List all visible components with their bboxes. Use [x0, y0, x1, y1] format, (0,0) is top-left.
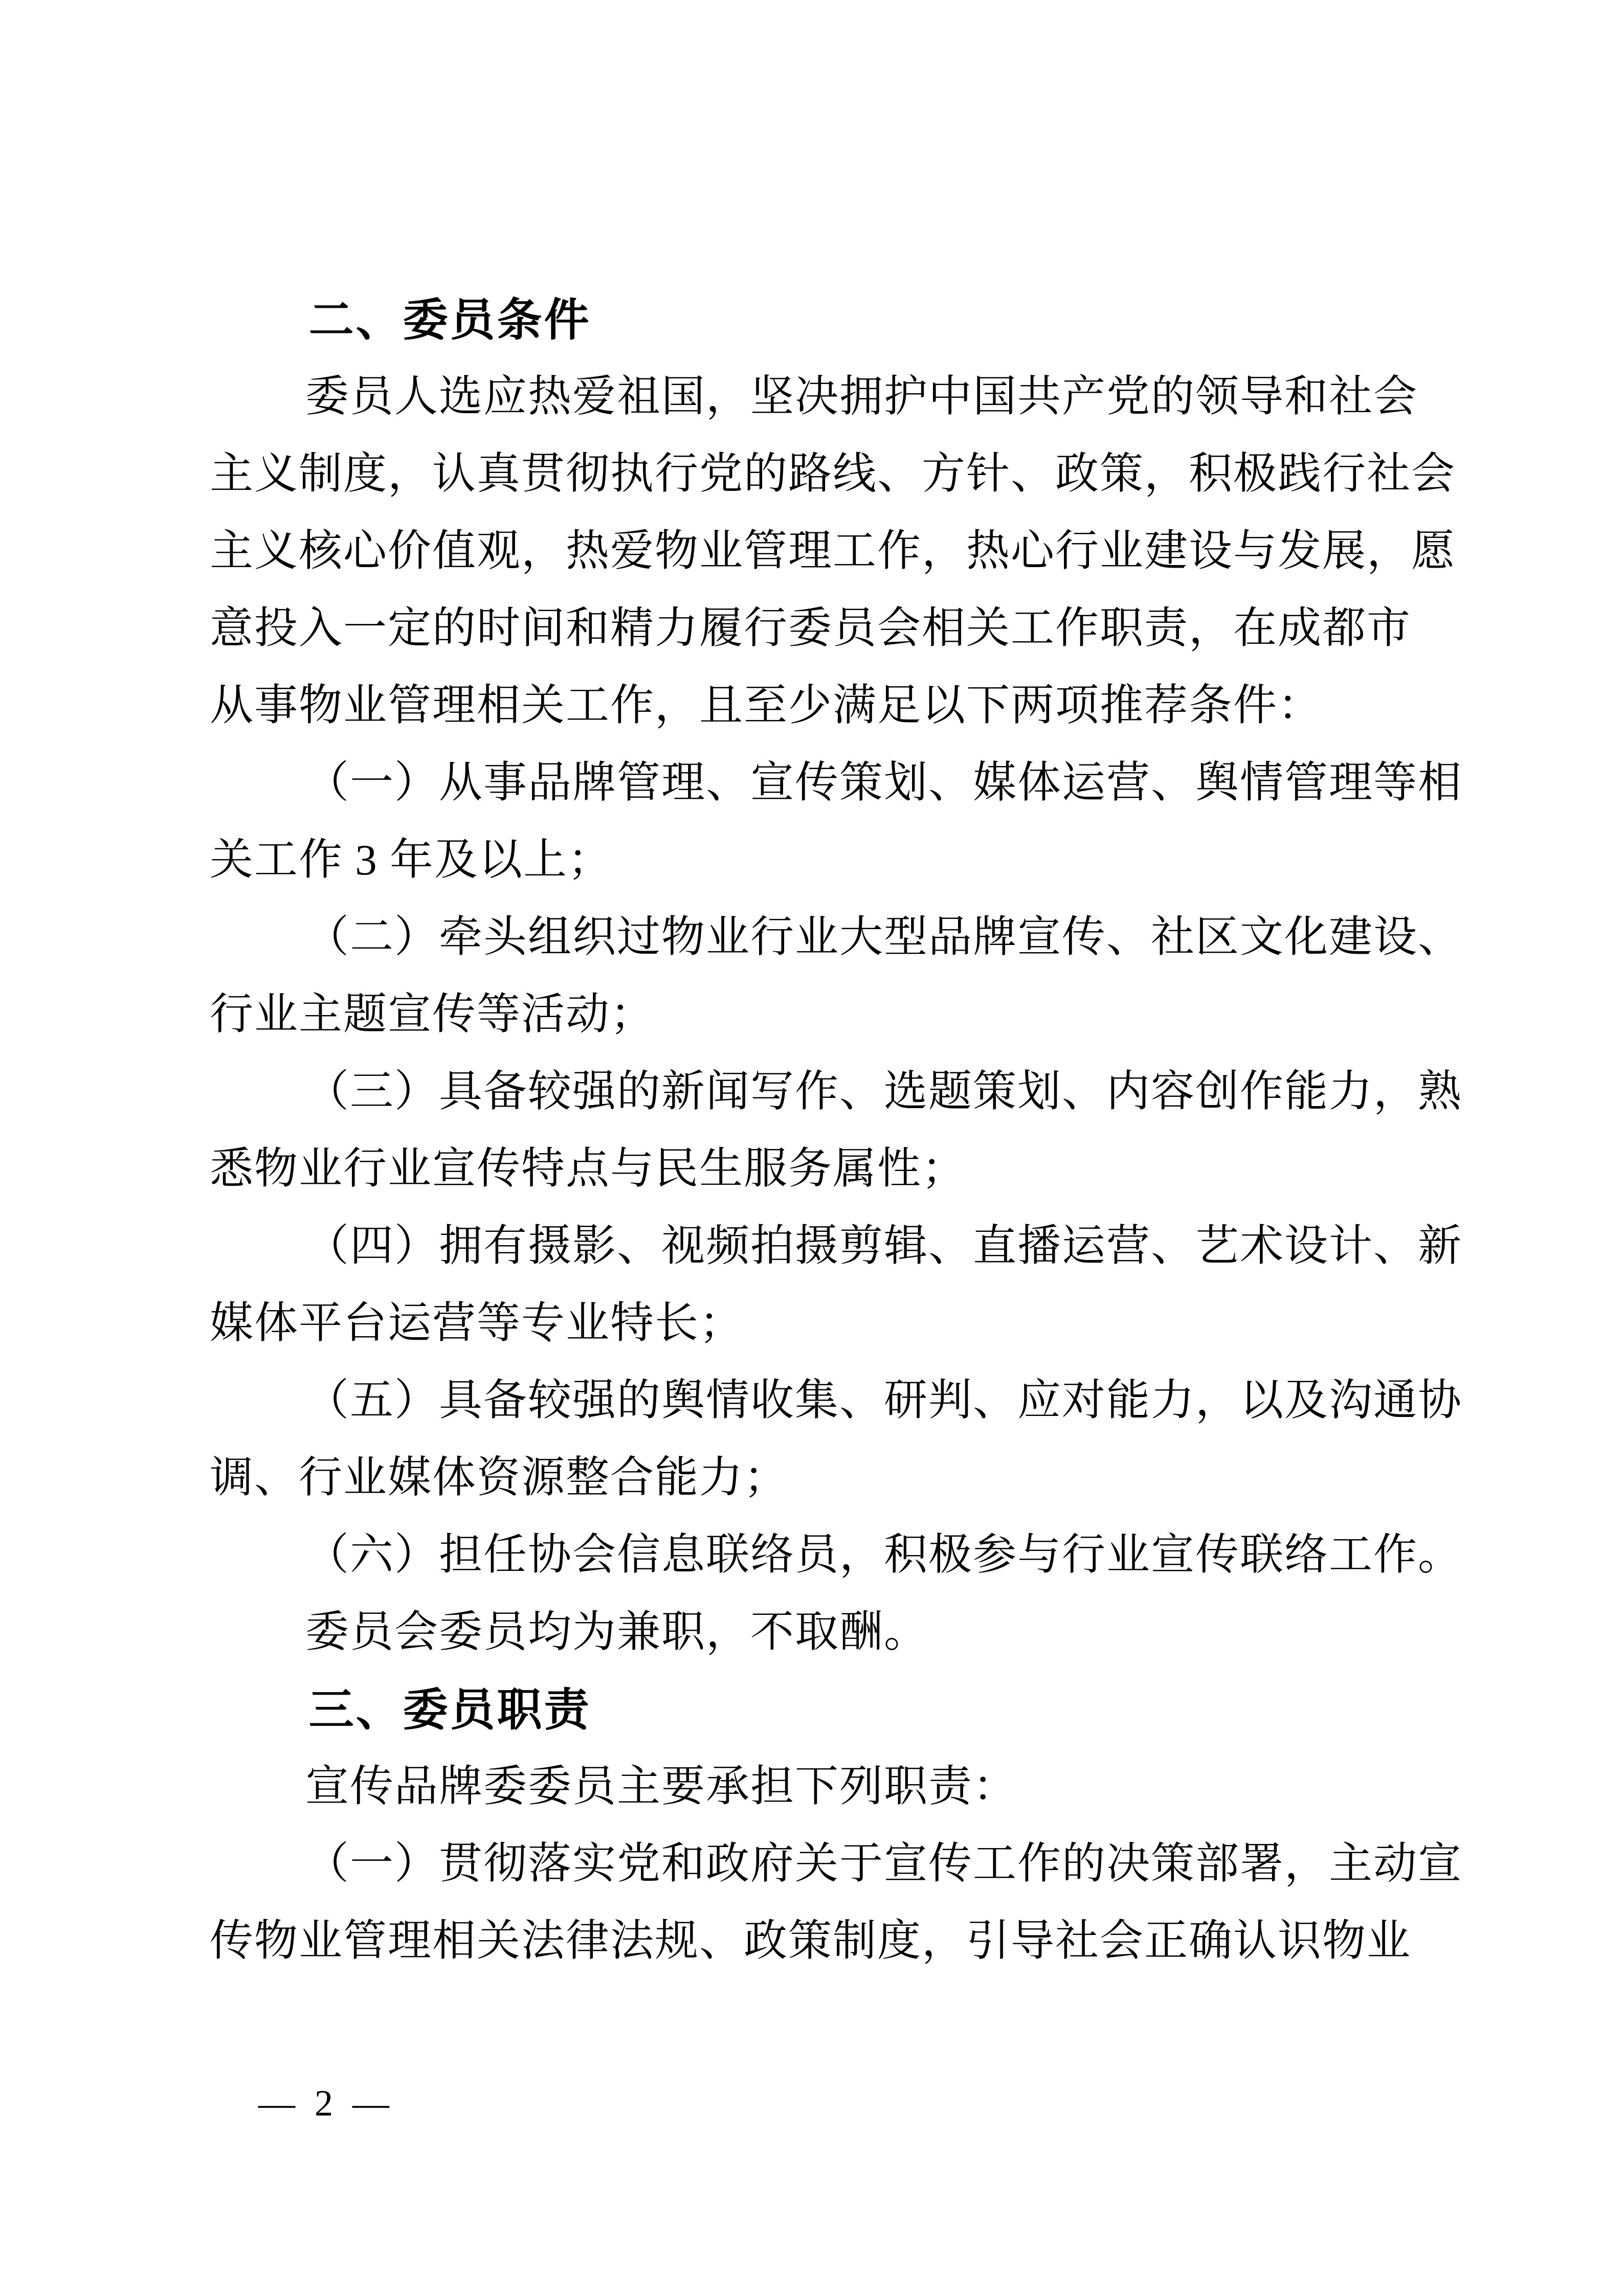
document-body [210, 281, 1463, 1980]
text-line: 委员会委员均为兼职，不取酬。 [305, 1608, 929, 1656]
text-line: （四）拥有摄影、视频拍摄剪辑、直播运营、艺术设计、新 [305, 1222, 1463, 1270]
text-line: 调、行业媒体资源整合能力； [210, 1454, 789, 1502]
text-line: 主义核心价值观，热爱物业管理工作，热心行业建设与发展，愿 [210, 527, 1456, 575]
text-line: （六）担任协会信息联络员，积极参与行业宣传联络工作。 [305, 1531, 1463, 1579]
section-heading: 二、委员条件 [308, 295, 591, 345]
text-line: 宣传品牌委委员主要承担下列职责： [305, 1763, 1018, 1811]
text-line: （五）具备较强的舆情收集、研判、应对能力，以及沟通协 [305, 1377, 1463, 1425]
text-line: 行业主题宣传等活动； [210, 991, 655, 1039]
text-line: 委员人选应热爱祖国，坚决拥护中国共产党的领导和社会 [305, 373, 1418, 421]
text-line: （一）从事品牌管理、宣传策划、媒体运营、舆情管理等相 [305, 759, 1463, 807]
text-line: 主义制度，认真贯彻执行党的路线、方针、政策，积极践行社会 [210, 450, 1456, 498]
page-number: — 2 — [258, 2083, 394, 2124]
text-line: （三）具备较强的新闻写作、选题策划、内容创作能力，熟 [305, 1068, 1463, 1116]
text-line: 意投入一定的时间和精力履行委员会相关工作职责，在成都市 [210, 604, 1412, 652]
text-line: （二）牵头组织过物业行业大型品牌宣传、社区文化建设、 [305, 913, 1463, 961]
text-line: 关工作 3 年及以上； [210, 836, 613, 884]
text-line: 传物业管理相关法律法规、政策制度，引导社会正确认识物业 [210, 1917, 1412, 1965]
text-line: 悉物业行业宣传特点与民生服务属性； [210, 1145, 967, 1193]
text-line: （一）贯彻落实党和政府关于宣传工作的决策部署，主动宣 [305, 1840, 1463, 1888]
text-line: 媒体平台运营等专业特长； [210, 1299, 744, 1347]
text-line: 从事物业管理相关工作，且至少满足以下两项推荐条件： [210, 682, 1323, 730]
section-heading: 三、委员职责 [308, 1684, 591, 1735]
